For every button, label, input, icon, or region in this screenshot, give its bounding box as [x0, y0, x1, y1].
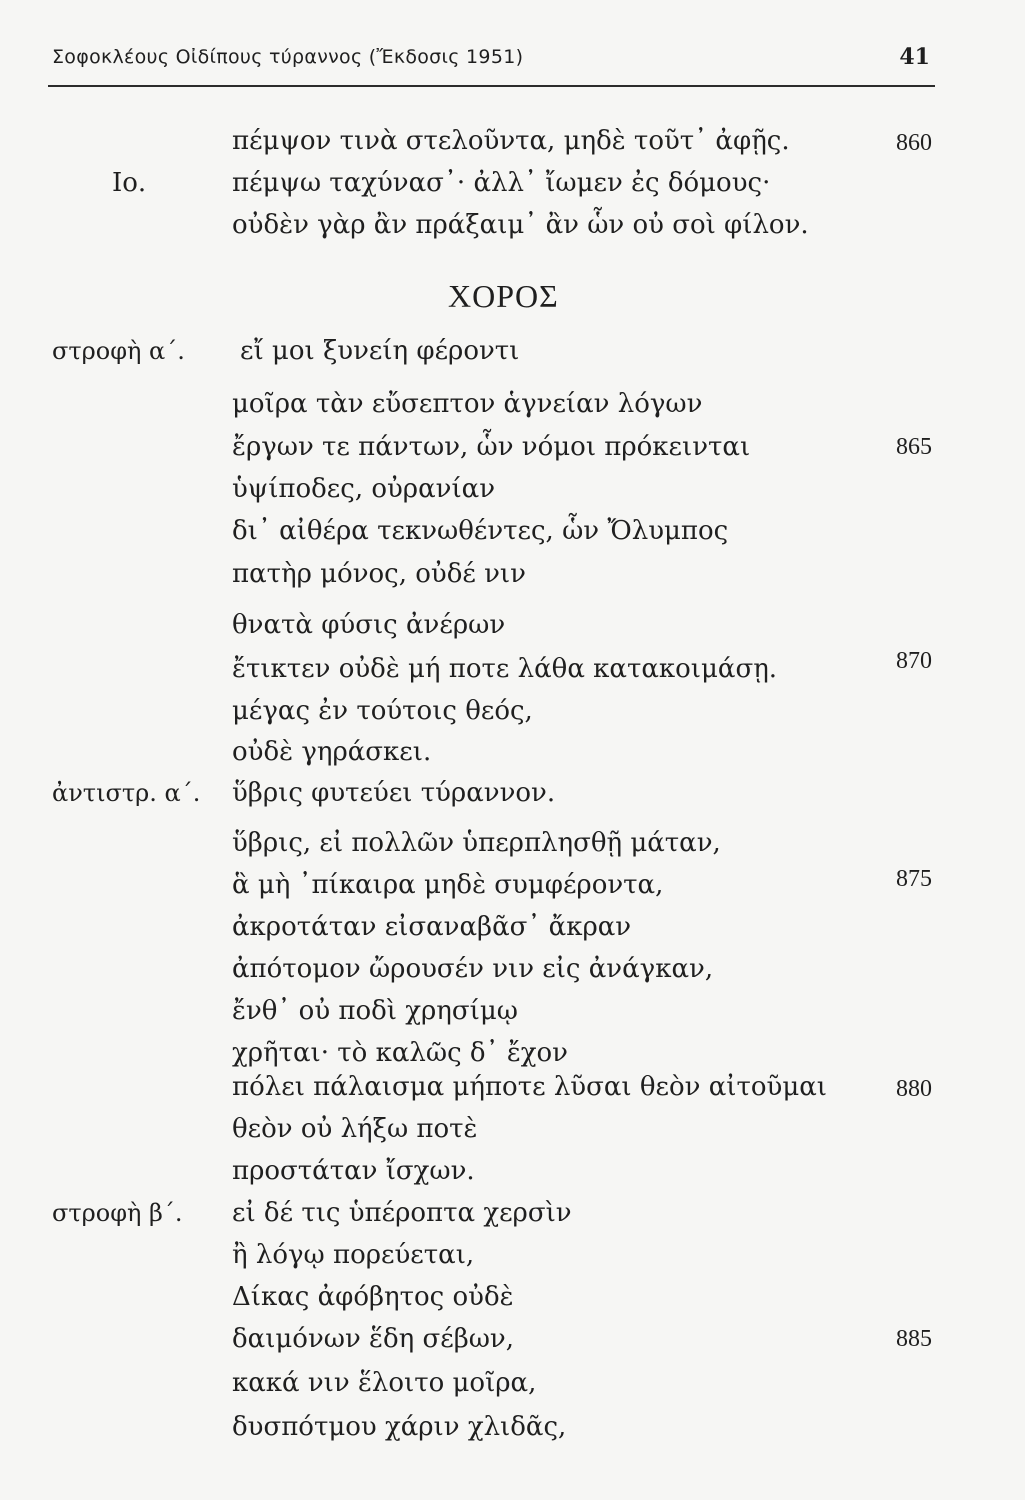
- section-label-antistrophe-a: ἀντιστρ. α΄.: [52, 779, 201, 807]
- verse-line: ἃ μὴ ᾽πίκαιρα μηδὲ συμφέροντα,: [232, 870, 664, 900]
- verse-line: ἔργων τε πάντων, ὧν νόμοι πρόκεινται: [232, 432, 751, 462]
- running-head: Σοφοκλέους Οἰδίπους τύραννος (Ἔκδοσις 1951): [52, 46, 524, 68]
- speaker-label-io: Ιο.: [112, 168, 147, 198]
- verse-line: μέγας ἐν τούτοις θεός,: [232, 696, 533, 726]
- section-label-strophe-b: στροφὴ β΄.: [52, 1199, 183, 1227]
- verse-line: προστάταν ἴσχων.: [232, 1156, 475, 1186]
- verse-line: ἀκροτάταν εἰσαναβᾶσ᾽ ἄκραν: [232, 912, 632, 942]
- page-number: 41: [899, 44, 930, 70]
- verse-line: πόλει πάλαισμα μήποτε λῦσαι θεὸν αἰτοῦμαι: [232, 1072, 827, 1102]
- verse-line: ὑψίποδες, οὐρανίαν: [232, 474, 496, 504]
- section-label-strophe-a: στροφὴ α΄.: [52, 337, 185, 365]
- verse-line: δυσπότμου χάριν χλιδᾶς,: [232, 1412, 567, 1442]
- verse-line: εἰ δέ τις ὑπέροπτα χερσὶν: [232, 1198, 572, 1228]
- line-number: 870: [896, 648, 932, 674]
- verse-line: ὕβρις, εἰ πολλῶν ὑπερπλησθῇ μάταν,: [232, 828, 721, 858]
- speaker-heading-chorus: ΧΟΡΟΣ: [448, 278, 559, 314]
- line-number: 875: [896, 866, 932, 892]
- verse-line: χρῆται· τὸ καλῶς δ᾽ ἔχον: [232, 1038, 568, 1068]
- verse-line: ἔνθ᾽ οὐ ποδὶ χρησίμῳ: [232, 996, 518, 1026]
- verse-line: μοῖρα τὰν εὔσεπτον ἁγνείαν λόγων: [232, 389, 703, 419]
- verse-line: θεὸν οὐ λήξω ποτὲ: [232, 1114, 478, 1144]
- verse-line: ἔτικτεν οὐδὲ μή ποτε λάθα κατακοιμάσῃ.: [232, 654, 778, 684]
- verse-line: πέμψον τινὰ στελοῦντα, μηδὲ τοῦτ᾽ ἀφῇς.: [232, 126, 790, 156]
- verse-line: πέμψω ταχύνασ᾽· ἀλλ᾽ ἴωμεν ἐς δόμους·: [232, 168, 771, 198]
- page-header: [52, 44, 932, 84]
- verse-line: οὐδὲ γηράσκει.: [232, 737, 432, 767]
- verse-line: δαιμόνων ἕδη σέβων,: [232, 1324, 515, 1354]
- verse-line: θνατὰ φύσις ἀνέρων: [232, 610, 506, 640]
- verse-line: εἴ μοι ξυνείη φέροντι: [240, 336, 520, 366]
- verse-line: πατὴρ μόνος, οὐδέ νιν: [232, 559, 526, 589]
- verse-line: ἀπότομον ὤρουσέν νιν εἰς ἀνάγκαν,: [232, 954, 714, 984]
- verse-line: δι᾽ αἰθέρα τεκνωθέντες, ὧν Ὄλυμπος: [232, 516, 729, 546]
- line-number: 880: [896, 1076, 932, 1102]
- verse-line: ὕβρις φυτεύει τύραννον.: [232, 778, 556, 808]
- line-number: 865: [896, 434, 932, 460]
- verse-line: Δίκας ἀφόβητος οὐδὲ: [232, 1282, 514, 1312]
- header-rule: [48, 85, 935, 87]
- line-number: 885: [896, 1326, 932, 1352]
- verse-line: οὐδὲν γὰρ ἂν πράξαιμ᾽ ἂν ὧν οὐ σοὶ φίλον.: [232, 210, 809, 240]
- verse-line: ἢ λόγῳ πορεύεται,: [232, 1240, 475, 1270]
- line-number: 860: [896, 130, 932, 156]
- verse-line: κακά νιν ἕλοιτο μοῖρα,: [232, 1368, 537, 1398]
